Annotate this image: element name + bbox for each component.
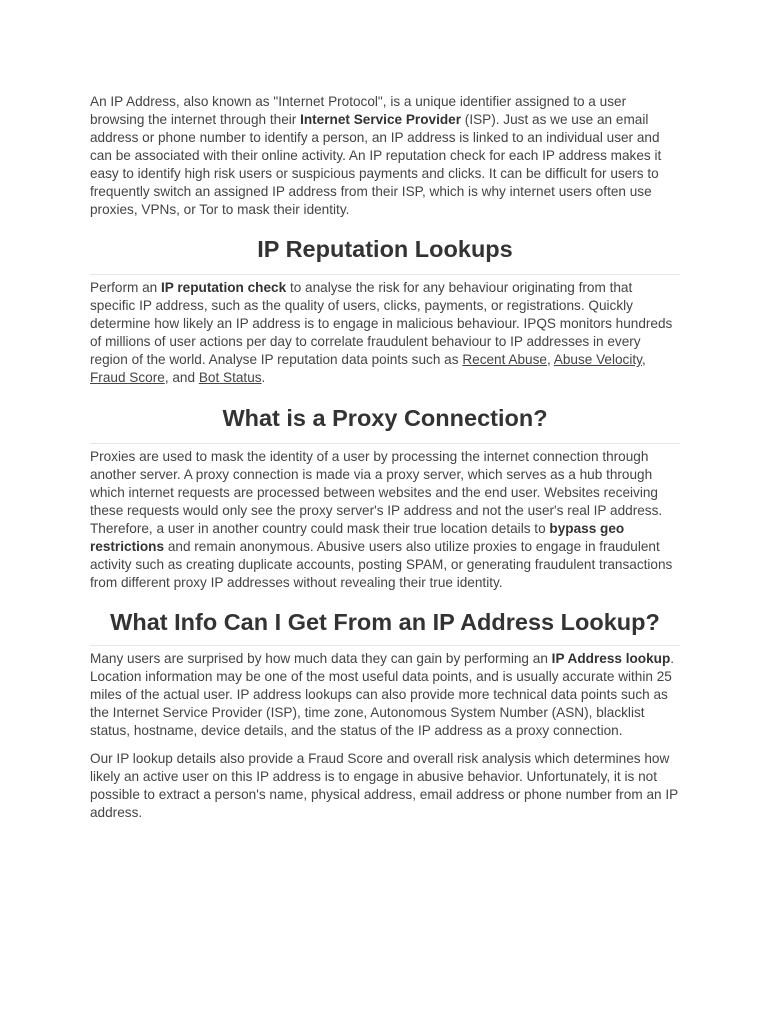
proxy-paragraph: [90, 448, 680, 592]
document-page: [90, 93, 680, 822]
proxy-text-1: Proxies are used to mask the identity of a user by processing the internet connection through another server. A proxy connection is made via a proxy server, which serves as a hub through which internet requests are processed between websites and the end user. Websites receiving these requests would only see the proxy server's IP address and not the user's real IP address. Therefore, a user in another country could mask their true location details to: [90, 449, 663, 536]
reputation-paragraph: [90, 279, 680, 387]
intro-text-2: (ISP). Just as we use an email address or phone number to identify a person, an IP address is linked to an individual user and can be associated with their online activity. An IP reputation check for each IP address makes it easy to identify high risk users or suspicious payments and clicks. It can be difficult for users to frequently switch an assigned IP address from their ISP, which is why internet users often use proxies, VPNs, or Tor to mask their identity.: [90, 112, 662, 217]
info-paragraph-1: [90, 650, 680, 740]
reputation-text-1: Perform an: [90, 280, 162, 295]
heading-ip-reputation: IP Reputation Lookups: [257, 236, 513, 262]
link-fraud-score[interactable]: Fraud Score: [90, 370, 165, 385]
divider: [90, 645, 680, 646]
separator: ,: [641, 352, 646, 367]
intro-bold-isp: Internet Service Provider: [300, 112, 462, 127]
info-paragraph-2: Our IP lookup details also provide a Fraud Score and overall risk analysis which determines how likely an active user on this IP address is to engage in abusive behavior. Unfortunately, it is not possible to extract a person's name, physical address, email address or phone number from an IP address.: [90, 751, 678, 820]
info-text-1: Many users are surprised by how much data they can gain by performing an: [90, 651, 552, 666]
intro-paragraph: [90, 93, 680, 219]
link-bot-status[interactable]: Bot Status: [198, 370, 262, 385]
divider: [90, 443, 680, 444]
separator: ,: [546, 352, 554, 367]
reputation-text-2: to analyse the risk for any behaviour originating from that specific IP address, such as the quality of users, clicks, payments, or registrations. Quickly determine how likely an IP address is to engage in malicious behaviour. IPQS monitors hundreds of millions of user actions per day to correlate fraudulent behaviour to IP addresses in every region of the world. Analyse IP reputation data points such as: [90, 280, 673, 367]
separator: , and: [164, 370, 199, 385]
heading-ip-lookup-info: What Info Can I Get From an IP Address Lookup?: [110, 609, 660, 635]
link-abuse-velocity[interactable]: Abuse Velocity: [553, 352, 642, 367]
link-recent-abuse[interactable]: Recent Abuse: [462, 352, 547, 367]
heading-proxy-connection: What is a Proxy Connection?: [222, 405, 548, 431]
divider: [90, 274, 680, 275]
reputation-bold: IP reputation check: [161, 280, 287, 295]
intro-text-1: An IP Address, also known as "Internet Protocol", is a unique identifier assigned to a user browsing the internet through their: [90, 94, 627, 127]
info-bold: IP Address lookup: [551, 651, 671, 666]
reputation-text-3: .: [261, 370, 266, 385]
proxy-bold: bypass geo restrictions: [90, 521, 625, 554]
proxy-text-2: and remain anonymous. Abusive users also utilize proxies to engage in fraudulent activity such as creating duplicate accounts, posting SPAM, or generating fraudulent transactions from different proxy IP addresses without revealing their true identity.: [90, 539, 673, 590]
info-text-2: . Location information may be one of the most useful data points, and is usually accurate within 25 miles of the actual user. IP address lookups can also provide more technical data points such as the Internet Service Provider (ISP), time zone, Autonomous System Number (ASN), blacklist status, hostname, device details, and the status of the IP address as a proxy connection.: [90, 651, 675, 738]
